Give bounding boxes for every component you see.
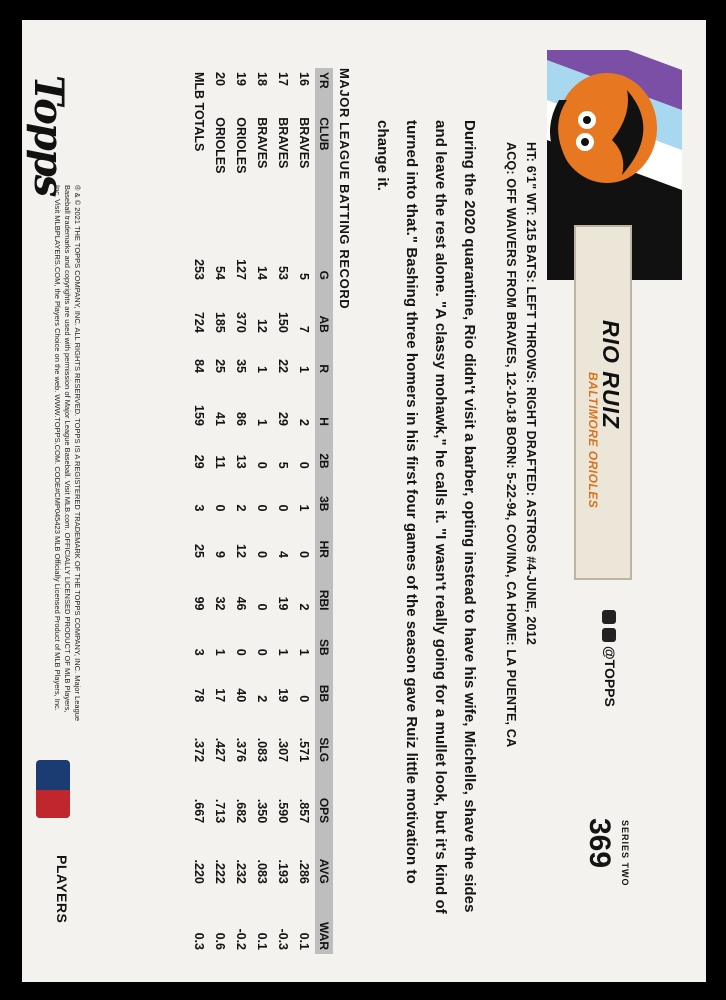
stats-cell: 1 xyxy=(213,648,228,656)
stats-row xyxy=(273,68,294,954)
stats-total-cell: .372 xyxy=(192,737,207,763)
stats-total-cell: 253 xyxy=(192,259,207,280)
stats-total-cell: 29 xyxy=(192,454,207,469)
social-handle xyxy=(602,610,618,707)
stats-section xyxy=(189,68,352,954)
stats-cell: 16 xyxy=(297,72,312,86)
stats-cell: 4 xyxy=(276,550,291,558)
instagram-icon xyxy=(602,628,616,642)
stats-cell: 41 xyxy=(213,412,228,426)
stats-cell: .193 xyxy=(276,859,291,884)
stats-total-cell: .667 xyxy=(192,798,207,824)
stats-cell: 32 xyxy=(213,596,228,611)
stats-cell: 11 xyxy=(213,455,228,469)
vitals-line-1: HT: 6'1" WT: 215 BATS: LEFT THROWS: RIGHT DRAFTED: ASTROS #4-JUNE, 2012 xyxy=(524,142,538,646)
stats-cell: 1 xyxy=(297,504,312,512)
stats-header-cell: SB xyxy=(315,614,333,659)
stats-cell: 0 xyxy=(255,603,270,611)
stats-cell: 1 xyxy=(297,366,312,373)
stats-cell: 2 xyxy=(297,418,312,426)
stats-cell: .713 xyxy=(213,798,228,824)
stats-total-cell: 159 xyxy=(192,405,207,426)
stats-cell: .222 xyxy=(213,859,228,884)
stats-cell: 2 xyxy=(255,695,270,703)
stats-cell: .083 xyxy=(255,859,270,884)
stats-cell: 9 xyxy=(213,550,228,558)
stats-total-cell: 724 xyxy=(192,311,207,333)
stats-header-cell: G xyxy=(315,231,333,284)
series-label: SERIES TWO xyxy=(620,820,630,887)
stats-header-cell: H xyxy=(315,377,333,430)
stats-cell: 0 xyxy=(255,461,270,469)
stats-row xyxy=(210,68,231,954)
stats-total-cell: 78 xyxy=(192,688,207,703)
stats-table xyxy=(189,68,333,954)
team-name: BALTIMORE ORIOLES xyxy=(586,372,600,509)
stats-total-cell: MLB TOTALS xyxy=(192,72,207,152)
stats-cell: .083 xyxy=(255,737,270,763)
player-name: RIO RUIZ xyxy=(598,320,624,429)
stats-header-cell: AB xyxy=(315,284,333,337)
stats-cell: 1 xyxy=(255,418,270,426)
card-content xyxy=(2,20,682,960)
stats-cell: 86 xyxy=(234,412,249,426)
stats-total-cell: 25 xyxy=(192,544,207,558)
stats-cell: .307 xyxy=(276,737,291,763)
stats-cell: 0 xyxy=(255,648,270,656)
legal-text: ® & © 2021 THE TOPPS COMPANY, INC. ALL RIGHTS RESERVED. TOPPS IS A REGISTERED TRADEMARK OF THE TOPPS COMPANY, INC. Major League Baseball trademarks and copyrights are used with permission of Major League Baseball. Visit MLB.com. OFFICIALLY LICENSED PRODUCT OF MLB Players, Inc. Visit MLBPLAYERS.COM, the Players Choice on the web. WWW.TOPPS.COM. CODE#CMP045423 MLB Officially Licensed Product of MLB Players, Inc. xyxy=(53,185,82,722)
stats-cell: 150 xyxy=(276,311,291,333)
stats-cell: 0 xyxy=(255,504,270,512)
stats-cell: 185 xyxy=(213,311,228,333)
stats-cell: 0 xyxy=(297,550,312,558)
stats-total-cell: .220 xyxy=(192,859,207,884)
stats-cell: 46 xyxy=(234,596,249,611)
stats-cell: 18 xyxy=(255,72,270,86)
stats-cell: 14 xyxy=(255,266,270,280)
stats-cell: .857 xyxy=(297,798,312,824)
stats-cell: 370 xyxy=(234,311,249,333)
stats-cell: 29 xyxy=(276,412,291,426)
twitter-icon xyxy=(602,610,616,624)
stats-header-cell: R xyxy=(315,337,333,377)
stats-cell: 54 xyxy=(213,266,228,280)
stats-total-cell: 84 xyxy=(192,359,207,373)
stats-cell: 0.1 xyxy=(297,932,312,950)
stats-title: MAJOR LEAGUE BATTING RECORD xyxy=(337,68,352,310)
stats-cell: 1 xyxy=(276,648,291,656)
stats-cell: 20 xyxy=(213,72,228,86)
stats-cell: 0 xyxy=(276,504,291,512)
stats-cell: .427 xyxy=(213,737,228,763)
player-vitals xyxy=(501,142,541,747)
stats-total-row xyxy=(189,68,210,954)
stats-cell: BRAVES xyxy=(276,117,291,169)
card-number: 369 xyxy=(583,818,616,869)
stats-cell: 127 xyxy=(234,259,249,280)
stats-cell: 12 xyxy=(234,544,249,558)
stats-header-cell: 2B xyxy=(315,430,333,473)
stats-cell: -0.2 xyxy=(234,928,249,950)
stats-header-cell: AVG xyxy=(315,827,333,888)
stats-header-cell: OPS xyxy=(315,766,333,827)
stats-cell: 19 xyxy=(276,688,291,703)
orioles-bird-logo xyxy=(542,60,667,190)
stats-header-cell: BB xyxy=(315,660,333,706)
stats-cell: 0 xyxy=(297,695,312,703)
stats-cell: .682 xyxy=(234,798,249,824)
stats-cell: 1 xyxy=(255,366,270,373)
stats-cell: .350 xyxy=(255,798,270,824)
stats-cell: 2 xyxy=(297,603,312,611)
stats-cell: ORIOLES xyxy=(234,117,249,174)
stats-cell: 17 xyxy=(276,72,291,86)
mlb-logo xyxy=(36,760,70,818)
stats-total-cell: 3 xyxy=(192,648,207,656)
stats-cell: 0 xyxy=(213,504,228,512)
stats-cell: BRAVES xyxy=(297,117,312,169)
stats-cell: .376 xyxy=(234,737,249,763)
mlb-players-logo: PLAYERS xyxy=(54,855,70,924)
social-handle-text: @TOPPS xyxy=(602,646,618,707)
player-bio: During the 2020 quarantine, Rio didn't visit a barber, opting instead to have his wife, Michelle, shave the sides and leave the rest alone. "A classy mohawk," he calls it. "I wasn't really going for a mullet look, but it's kind of turned into that." Bashing three homers in his first four games of the season gave Ruiz little motivation to change it. xyxy=(374,120,478,914)
stats-cell: .590 xyxy=(276,798,291,824)
stats-cell: 25 xyxy=(213,359,228,373)
stats-header-cell: YR xyxy=(315,68,333,113)
stats-row xyxy=(231,68,252,954)
stats-cell: .286 xyxy=(297,859,312,884)
stats-cell: 5 xyxy=(276,461,291,469)
stats-header-cell: SLG xyxy=(315,706,333,766)
stats-total-cell: 0.3 xyxy=(192,932,207,950)
stats-total-cell: 99 xyxy=(192,596,207,611)
stats-cell: 53 xyxy=(276,266,291,280)
stats-cell: 0 xyxy=(234,648,249,656)
stats-cell: 35 xyxy=(234,359,249,373)
stats-cell: 2 xyxy=(234,504,249,512)
stats-cell: 22 xyxy=(276,359,291,373)
stats-total-cell: 3 xyxy=(192,504,207,512)
stats-cell: 0 xyxy=(255,550,270,558)
stats-row xyxy=(294,68,315,954)
stats-cell: 12 xyxy=(255,318,270,333)
stats-cell: BRAVES xyxy=(255,117,270,169)
stats-cell: .232 xyxy=(234,859,249,884)
stats-cell: 40 xyxy=(234,688,249,703)
stats-header-cell: WAR xyxy=(315,888,333,954)
stats-header-row xyxy=(315,68,333,954)
stats-header-cell: HR xyxy=(315,515,333,561)
topps-logo: Topps xyxy=(25,75,72,196)
stats-cell: 7 xyxy=(297,325,312,333)
stats-cell: ORIOLES xyxy=(213,117,228,174)
stats-cell: 0.6 xyxy=(213,932,228,950)
stats-cell: 5 xyxy=(297,272,312,280)
stats-cell: 13 xyxy=(234,454,249,469)
vitals-line-2: ACQ: OFF WAIVERS FROM BRAVES, 12-10-18 BORN: 5-22-94, COVINA, CA HOME: LA PUENTE, CA xyxy=(504,142,518,748)
stats-cell: 1 xyxy=(297,648,312,656)
stats-cell: .571 xyxy=(297,737,312,763)
stats-header-cell: 3B xyxy=(315,473,333,516)
stats-cell: 0.1 xyxy=(255,932,270,950)
stats-cell: 19 xyxy=(234,72,249,86)
stats-row xyxy=(252,68,273,954)
stats-cell: 0 xyxy=(297,461,312,469)
stats-cell: 17 xyxy=(213,688,228,703)
stats-cell: 19 xyxy=(276,596,291,611)
stats-cell: -0.3 xyxy=(276,928,291,950)
stats-header-cell: CLUB xyxy=(315,113,333,231)
stats-header-cell: RBI xyxy=(315,562,333,615)
